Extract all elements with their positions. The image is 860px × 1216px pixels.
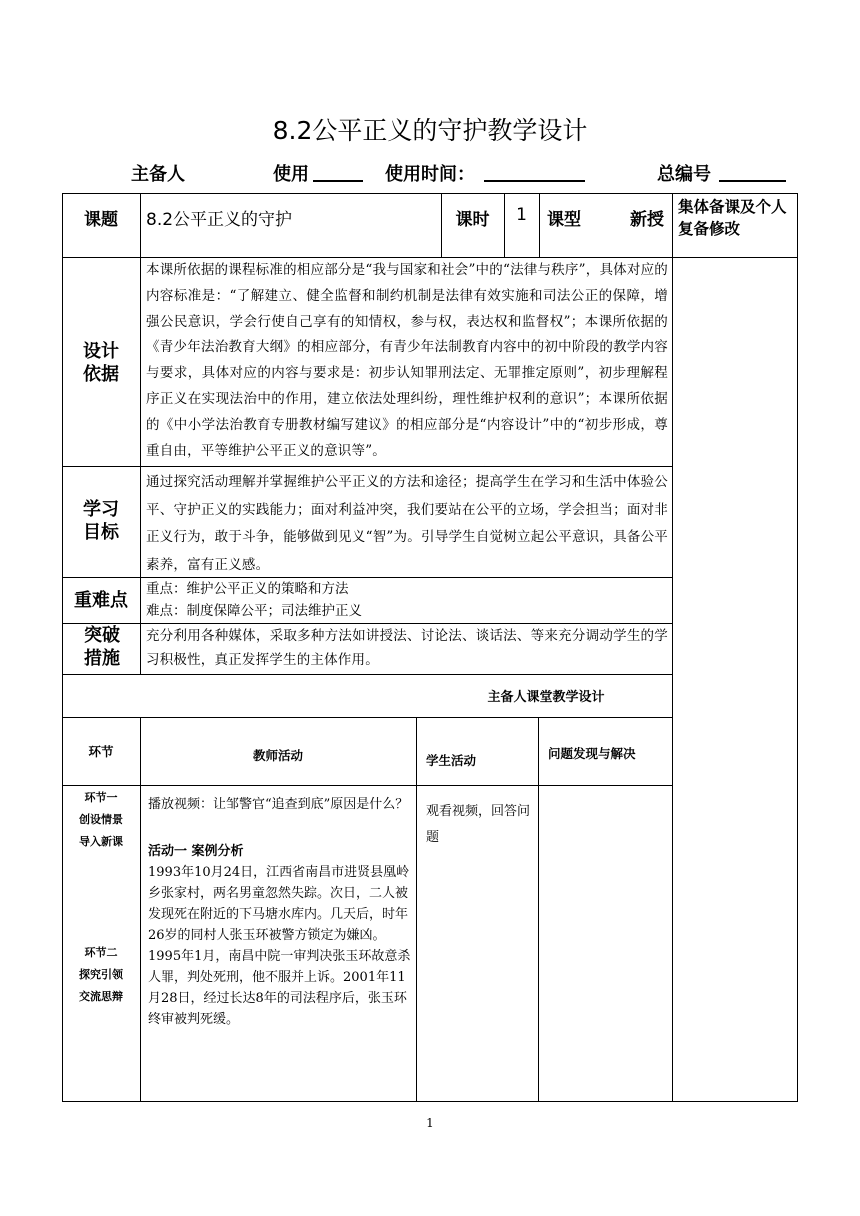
breakthrough-label: 突破措施	[84, 625, 120, 669]
stage-1-line-1: 环节一	[84, 791, 118, 804]
stage-2	[62, 942, 140, 1012]
difficult-point-text: 难点：制度保障公平；司法维护正义	[146, 603, 362, 619]
student-activity: 观看视频，回答问题	[426, 804, 531, 845]
teacher-intro: 播放视频：让邹警官“追查到底”原因是什么？	[148, 797, 409, 812]
design-basis-label: 设计依据	[83, 341, 119, 385]
col-teacher: 教师活动	[252, 748, 303, 763]
col-stage: 环节	[88, 744, 114, 759]
col-problem: 问题发现与解决	[548, 746, 636, 761]
period-label: 课时	[455, 210, 490, 230]
design-basis-text: 本课所依据的课程标准的相应部分是“我与国家和社会”中的“法律与秩序”，具体对应的内容标准是：“了解建立、健全监督和制约机制是法律有效实施和司法公正的保障，增强公民意识，学会行使自己享有的知情权，参与权，表达权和监督权”；本课所依据的《青少年法治教育大纲》的相应部分，有青少年法制教育内容中的初中阶段的教学内容与要求，具体对应的内容与要求是：初步认知罪刑法定、无罪推定原则”，初步理解程序正义在实现法治中的作用，建立依法处理纠纷，理性维护权利的意识”；本课所依据的《中小学法治教育专册教材编写建议》的相应部分是“内容设计”中的“初步形成，尊重自由，平等维护公平正义的意识等”。	[146, 262, 668, 459]
type-label: 课型	[547, 210, 581, 230]
breakthrough-text: 充分利用各种媒体，采取多种方法如讲授法、讨论法、谈话法、等来充分调动学生的学习积极性，真正发挥学生的主体作用。	[146, 628, 668, 668]
objectives-text: 通过探究活动理解并掌握维护公平正义的方法和途径；提高学生在学习和生活中体验公平、守护正义的实践能力；面对利益冲突，我们要站在公平的立场，学会担当；面对非正义行为，敢于斗争，能够做到见义“智”为。引导学生自觉树立起公平意识，具备公平素养，富有正义感。	[146, 474, 668, 573]
topic-value: 8.2公平正义的守护	[146, 210, 293, 230]
period-value: 1	[516, 205, 527, 225]
stage-2-line-2: 探究引领	[79, 968, 123, 981]
use-label: 使用	[273, 164, 309, 185]
type-value: 新授	[630, 210, 664, 230]
stage-1-line-3: 导入新课	[79, 835, 123, 848]
section-title: 主备人课堂教学设计	[487, 690, 605, 705]
case-paragraph-2: 1995年1月，南昌中院一审判决张玉环故意杀人罪，判处死刑，他不服并上诉。2001年11月28日，经过长达8年的司法程序后，张玉环终审被判死缓。	[148, 949, 411, 1027]
preparer-label: 主备人	[131, 164, 185, 185]
topic-label: 课题	[84, 210, 118, 230]
page-title: 8.2公平正义的守护教学设计	[272, 116, 588, 145]
stage-1-line-2: 创设情景	[79, 813, 123, 826]
activity-1-title: 活动一 案例分析	[148, 844, 244, 859]
spacer	[148, 815, 414, 841]
serial-label: 总编号	[657, 164, 711, 185]
stage-2-line-1: 环节二	[84, 946, 118, 959]
revision-label: 集体备课及个人复备修改	[678, 198, 787, 238]
objectives-label: 学习目标	[83, 499, 119, 543]
key-points-label: 重难点	[74, 590, 128, 611]
key-point-text: 重点：维护公平正义的策略和方法	[146, 581, 349, 597]
page-number: 1	[426, 1116, 434, 1130]
stage-2-line-3: 交流思辩	[79, 990, 123, 1003]
col-student: 学生活动	[426, 753, 477, 768]
stage-1	[62, 787, 140, 857]
use-time-label: 使用时间：	[385, 164, 475, 185]
teacher-activity	[148, 794, 414, 1099]
case-paragraph-1: 1993年10月24日，江西省南昌市进贤县凰岭乡张家村，两名男童忽然失踪。次日，二人被发现死在附近的下马塘水库内。几天后，时年26岁的同村人张玉环被警方锁定为嫌凶。	[148, 865, 410, 943]
